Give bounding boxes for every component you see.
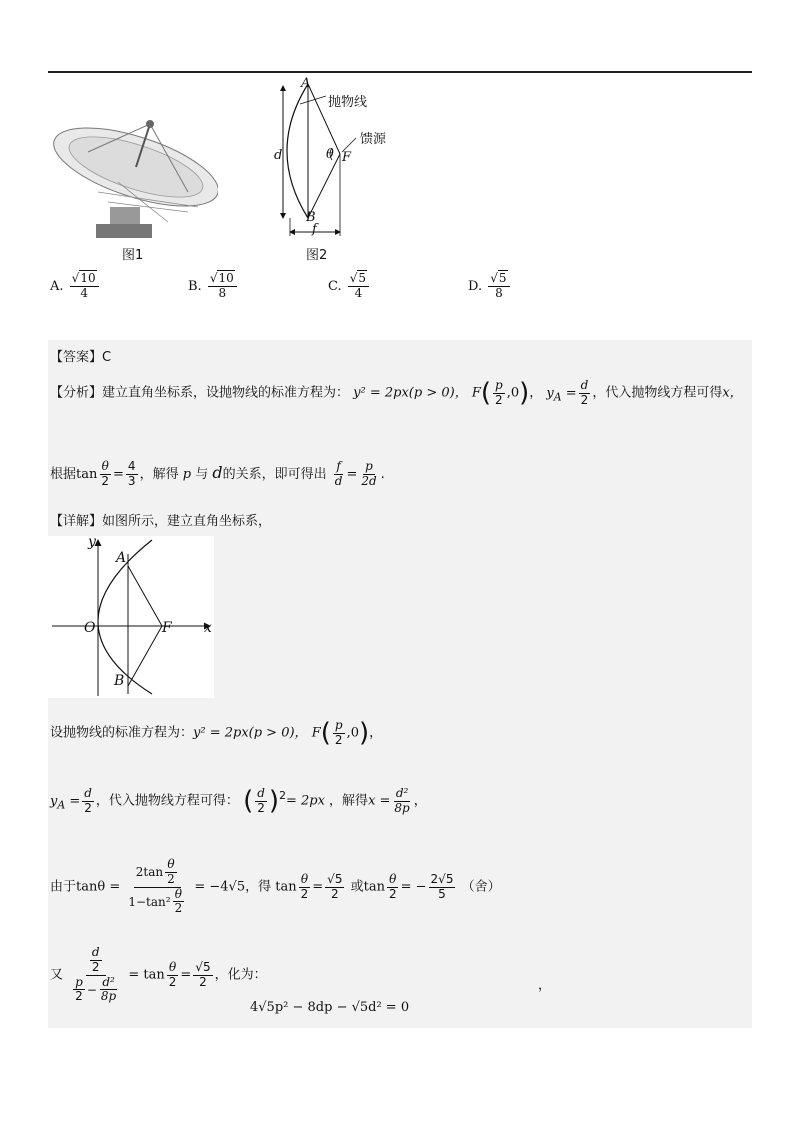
- fig2-caption: 图2: [306, 248, 328, 263]
- coord-label-f: F: [162, 620, 172, 636]
- fig1-caption: 图1: [122, 248, 144, 263]
- coord-label-b: B: [114, 673, 125, 689]
- final-equation: 4√5p² − 8dp − √5d² = 0: [250, 1000, 410, 1015]
- trailing-comma: ，: [538, 978, 552, 993]
- analysis-line-1: 【分析】建立直角坐标系，设抛物线的标准方程为： y² = 2px(p > 0)， F( $\frac{p}{2}$ ,0)， $y_A$ = $\frac{d}{2}$ ，代入抛物线方程可得x，: [50, 377, 743, 408]
- detail-line-4: 由于tanθ = 2tan $\frac{\theta}{2}$ 1−tan² $\frac{\theta}{2}$ = −4√5，得 tan $\frac{\theta}{2}$ = $\frac{√5}{2}$ 或tan $\frac{\theta}{2}$ = − $\frac{2√5}{5}$ （舍）: [50, 857, 501, 916]
- analysis-line-2: 根据tan $\frac{\theta}{2}$ = $\frac{4}{3}$ ，解得 p 与 d的关系，即可得出 $\frac{f}{d}$ = $\frac{p}{2d}$ .: [50, 459, 385, 488]
- detail-line-1: 【详解】如图所示，建立直角坐标系，: [50, 514, 272, 529]
- answer-line: 【答案】C: [50, 350, 112, 365]
- detail-line-2: 设抛物线的标准方程为：y² = 2px(p > 0)， F( $\frac{p}{2}$ ,0)，: [50, 717, 383, 748]
- fig2-label-theta: θ: [326, 147, 334, 162]
- coord-label-x: x: [204, 620, 212, 636]
- option-a: A. $\frac{√10}{4}$: [50, 272, 101, 301]
- fig2-label-d: d: [274, 148, 283, 163]
- coordinate-diagram: [48, 536, 214, 698]
- option-d: D. $\frac{√5}{8}$: [468, 272, 512, 301]
- fig2-label-b: B: [306, 210, 316, 225]
- option-b: B. $\frac{√10}{8}$: [188, 272, 239, 301]
- detail-line-3: $y_A$ = $\frac{d}{2}$ ，代入抛物线方程可得： ( $\frac{d}{2}$ )$^2$= 2px ，解得x = $\frac{\text{d²}}{8p}$ ，: [50, 785, 427, 816]
- detail-line-5: 又 $\frac{d}{2}$ $\frac{p}{2}$ − $\frac{\text{d²}}{8p}$ = tan $\frac{\theta}{2}$ = $\frac{√5}{2}$ ，化为：: [50, 945, 267, 1004]
- fig2-label-f: F: [342, 150, 352, 165]
- fig2-label-parabola: 抛物线: [328, 95, 368, 110]
- coord-label-a: A: [116, 550, 127, 566]
- fig2-label-a: A: [301, 76, 311, 91]
- option-c: C. $\frac{√5}{4}$: [328, 272, 371, 301]
- fig2-label-f-len: f: [312, 222, 317, 237]
- coord-label-y: y: [88, 534, 96, 550]
- fig2-label-feed: 馈源: [360, 132, 387, 147]
- satellite-dish-image: [48, 112, 218, 242]
- header-rule: [48, 71, 752, 73]
- coord-label-o: O: [84, 620, 96, 636]
